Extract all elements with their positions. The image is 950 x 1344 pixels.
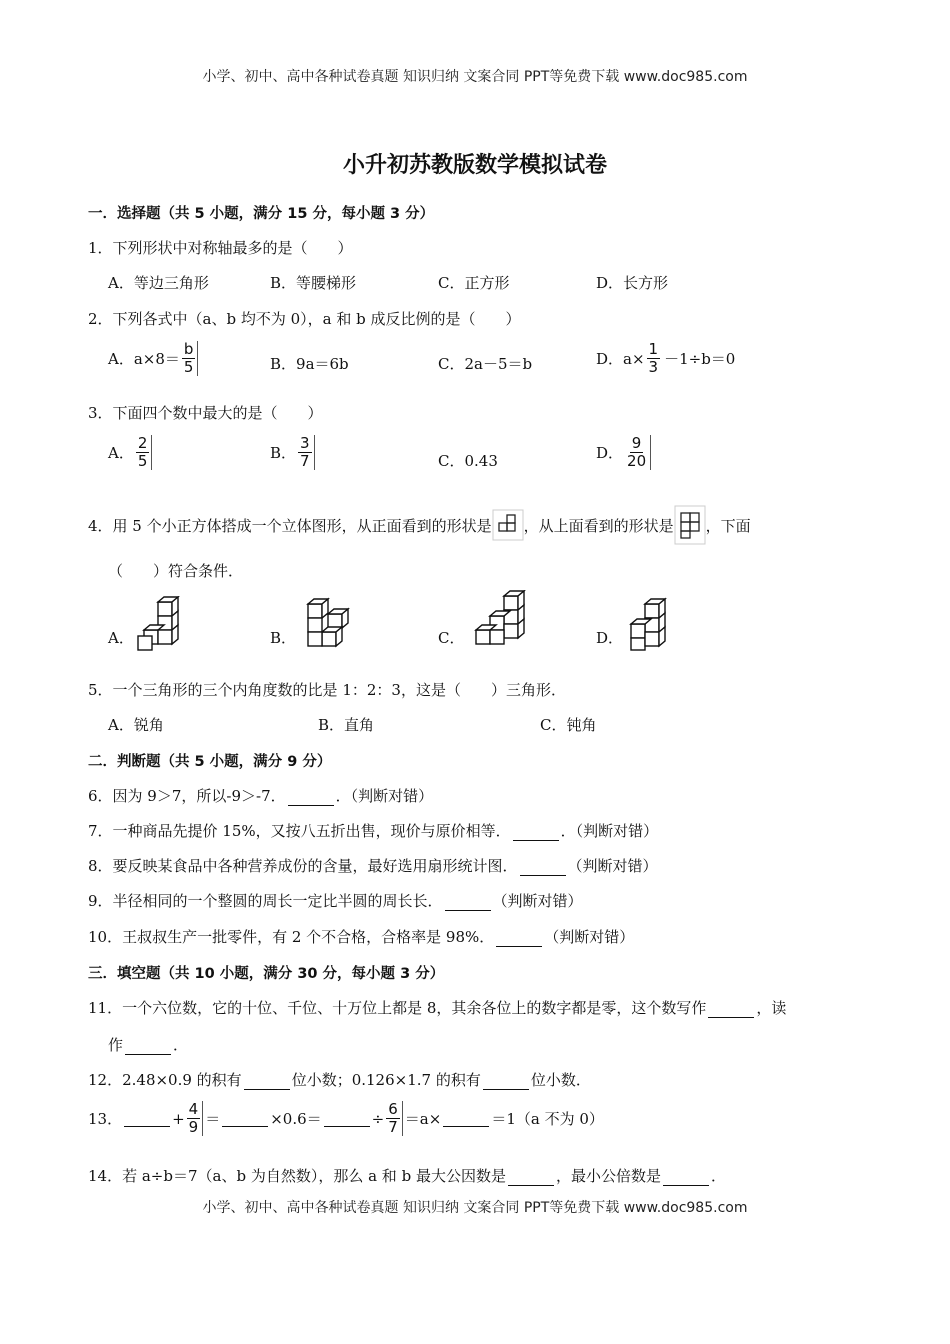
q3-a-numerator: 2 bbox=[137, 434, 148, 452]
cube-figure-d bbox=[623, 596, 683, 656]
top-view-icon bbox=[674, 505, 706, 545]
question-5: 5．一个三角形的三个内角度数的比是 1：2：3，这是（ ）三角形． bbox=[88, 681, 566, 699]
q13-fraction-2 bbox=[386, 1101, 403, 1136]
cube-figure-b bbox=[296, 596, 366, 656]
q11-write-blank[interactable] bbox=[708, 1001, 754, 1018]
q2-option-d bbox=[596, 341, 735, 376]
question-10 bbox=[88, 926, 634, 947]
q3-a-prefix: A． bbox=[108, 444, 134, 462]
q8-text: 8．要反映某食品中各种营养成份的含量，最好选用扇形统计图． bbox=[88, 857, 518, 875]
question-1: 1．下列形状中对称轴最多的是（ ） bbox=[88, 239, 353, 257]
q5-option-c: C．钝角 bbox=[540, 716, 597, 734]
q1-option-c: C．正方形 bbox=[438, 274, 510, 292]
q12-end: 位小数． bbox=[530, 1071, 591, 1089]
q13-eq2: ＝a× bbox=[404, 1110, 442, 1128]
q3-d-denominator: 20 bbox=[627, 452, 647, 470]
q13-blank-4[interactable] bbox=[443, 1110, 489, 1127]
q13-div: ÷ bbox=[371, 1109, 385, 1128]
q5-option-b: B．直角 bbox=[318, 716, 375, 734]
question-14 bbox=[88, 1165, 726, 1186]
q2-d-fraction bbox=[647, 341, 663, 376]
q14-blank-1[interactable] bbox=[508, 1169, 554, 1186]
q3-b-denominator: 7 bbox=[300, 452, 310, 470]
q13-mul: ×0.6＝ bbox=[270, 1110, 322, 1128]
q4-text-2: ，从上面看到的形状是 bbox=[523, 516, 674, 535]
q13-plus: + bbox=[172, 1109, 185, 1128]
q12-mid: 位小数；0.126×1.7 的积有 bbox=[291, 1071, 481, 1089]
q13-prefix: 13． bbox=[88, 1110, 123, 1128]
question-11 bbox=[88, 997, 786, 1018]
q2-d-suffix: －1÷b＝0 bbox=[664, 350, 736, 368]
question-9 bbox=[88, 890, 583, 911]
q3-option-b bbox=[270, 435, 317, 470]
q14-blank-2[interactable] bbox=[663, 1169, 709, 1186]
question-11-line-2 bbox=[108, 1034, 188, 1055]
q11-text: 11．一个六位数，它的十位、千位、十万位上都是 8，其余各位上的数字都是零，这个数写作 bbox=[88, 999, 707, 1017]
q2-a-numerator: b bbox=[183, 340, 194, 358]
q12-text: 12．2.48×0.9 的积有 bbox=[88, 1071, 242, 1089]
q3-d-fraction bbox=[625, 435, 651, 470]
q10-text: 10．王叔叔生产一批零件，有 2 个不合格，合格率是 98%． bbox=[88, 928, 495, 946]
q4-c-label: C． bbox=[438, 628, 465, 647]
question-7 bbox=[88, 820, 658, 841]
q13-blank-2[interactable] bbox=[222, 1110, 268, 1127]
q9-text: 9．半径相同的一个整圆的周长一定比半圆的周长长． bbox=[88, 892, 443, 910]
cube-figure-a bbox=[134, 596, 196, 656]
page-title: 小升初苏教版数学模拟试卷 bbox=[342, 153, 607, 178]
q3-b-numerator: 3 bbox=[300, 434, 310, 452]
question-2: 2．下列各式中（a、b 均不为 0），a 和 b 成反比例的是（ ） bbox=[88, 310, 521, 328]
q11-line2: 作 bbox=[108, 1036, 124, 1054]
q14-text: 14．若 a÷b＝7（a、b 为自然数），那么 a 和 b 最大公因数是 bbox=[88, 1167, 506, 1185]
q3-d-prefix: D． bbox=[596, 444, 624, 462]
q13-numerator-1: 4 bbox=[188, 1100, 199, 1118]
q6-suffix: ．（判断对错） bbox=[335, 787, 434, 805]
q2-a-prefix: A．a×8＝ bbox=[108, 350, 180, 368]
q4-text-1: 4．用 5 个小正方体搭成一个立体图形，从正面看到的形状是 bbox=[88, 516, 492, 535]
front-view-icon bbox=[492, 509, 524, 541]
q6-text: 6．因为 9＞7，所以-9＞-7． bbox=[88, 787, 286, 805]
q2-a-fraction bbox=[182, 341, 199, 376]
q13-blank-3[interactable] bbox=[324, 1110, 370, 1127]
q13-blank-1[interactable] bbox=[124, 1110, 170, 1127]
q11-mid: ，读 bbox=[756, 999, 787, 1017]
page-footer: 小学、初中、高中各种试卷真题 知识归纳 文案合同 PPT等免费下载 www.doc985.com bbox=[202, 1200, 748, 1216]
q8-answer-blank[interactable] bbox=[520, 859, 566, 876]
q4-option-a bbox=[108, 596, 196, 656]
q1-option-d: D．长方形 bbox=[596, 274, 669, 292]
q13-denominator-2: 7 bbox=[388, 1118, 398, 1136]
q9-answer-blank[interactable] bbox=[445, 894, 491, 911]
question-8 bbox=[88, 855, 658, 876]
q3-option-d bbox=[596, 435, 653, 470]
q7-suffix: ．（判断对错） bbox=[560, 822, 659, 840]
question-13 bbox=[88, 1101, 604, 1136]
q4-d-label: D． bbox=[596, 628, 624, 647]
question-3: 3．下面四个数中最大的是（ ） bbox=[88, 404, 323, 422]
q2-option-a bbox=[108, 341, 200, 376]
q9-suffix: （判断对错） bbox=[492, 892, 583, 910]
q4-a-label: A． bbox=[108, 628, 134, 647]
q2-d-numerator: 1 bbox=[648, 340, 659, 358]
page-header: 小学、初中、高中各种试卷真题 知识归纳 文案合同 PPT等免费下载 www.doc985.com bbox=[202, 69, 748, 85]
q10-answer-blank[interactable] bbox=[496, 930, 542, 947]
section-heading-judge: 二．判断题（共 5 小题，满分 9 分） bbox=[88, 754, 332, 770]
q3-d-numerator: 9 bbox=[631, 434, 642, 452]
q2-a-denominator: 5 bbox=[183, 358, 194, 376]
cube-figure-c bbox=[464, 590, 534, 656]
q13-eq1: ＝ bbox=[205, 1110, 221, 1128]
q3-b-prefix: B． bbox=[270, 444, 297, 462]
q3-a-fraction bbox=[136, 435, 153, 470]
q4-option-b bbox=[270, 596, 366, 656]
q7-text: 7．一种商品先提价 15%，又按八五折出售，现价与原价相等． bbox=[88, 822, 511, 840]
q13-fraction-1 bbox=[187, 1101, 204, 1136]
question-4 bbox=[88, 505, 751, 545]
section-heading-choice: 一．选择题（共 5 小题，满分 15 分，每小题 3 分） bbox=[88, 206, 435, 222]
section-heading-fill: 三．填空题（共 10 小题，满分 30 分，每小题 3 分） bbox=[88, 966, 445, 982]
q2-option-c: C．2a－5＝b bbox=[438, 355, 533, 373]
q5-option-a: A．锐角 bbox=[108, 716, 164, 734]
q4-option-d bbox=[596, 596, 683, 656]
q3-a-denominator: 5 bbox=[137, 452, 148, 470]
q2-d-denominator: 3 bbox=[648, 358, 659, 376]
q1-option-a: A．等边三角形 bbox=[108, 274, 209, 292]
question-6 bbox=[88, 785, 433, 806]
q13-denominator-1: 9 bbox=[188, 1118, 199, 1136]
q12-blank-2[interactable] bbox=[483, 1073, 529, 1090]
q10-suffix: （判断对错） bbox=[544, 928, 635, 946]
q12-blank-1[interactable] bbox=[244, 1073, 290, 1090]
q3-option-a bbox=[108, 435, 154, 470]
q4-option-c bbox=[438, 590, 534, 656]
q6-answer-blank[interactable] bbox=[288, 789, 334, 806]
q13-numerator-2: 6 bbox=[388, 1100, 398, 1118]
q11-read-blank[interactable] bbox=[125, 1038, 171, 1055]
q3-b-fraction bbox=[298, 435, 315, 470]
q11-end: ． bbox=[173, 1036, 189, 1054]
q2-option-b: B．9a＝6b bbox=[270, 355, 349, 373]
q14-mid: ，最小公倍数是 bbox=[555, 1167, 661, 1185]
q7-answer-blank[interactable] bbox=[513, 824, 559, 841]
q1-option-b: B．等腰梯形 bbox=[270, 274, 357, 292]
question-4-line-2: （ ）符合条件． bbox=[108, 562, 244, 580]
q13-end: ＝1（a 不为 0） bbox=[491, 1110, 604, 1128]
q14-end: ． bbox=[710, 1167, 726, 1185]
q3-option-c: C．0.43 bbox=[438, 452, 498, 470]
q4-text-3: ，下面 bbox=[705, 516, 751, 535]
q4-b-label: B． bbox=[270, 628, 297, 647]
question-12 bbox=[88, 1069, 591, 1090]
q2-d-prefix: D．a× bbox=[596, 350, 645, 368]
q8-suffix: （判断对错） bbox=[567, 857, 658, 875]
